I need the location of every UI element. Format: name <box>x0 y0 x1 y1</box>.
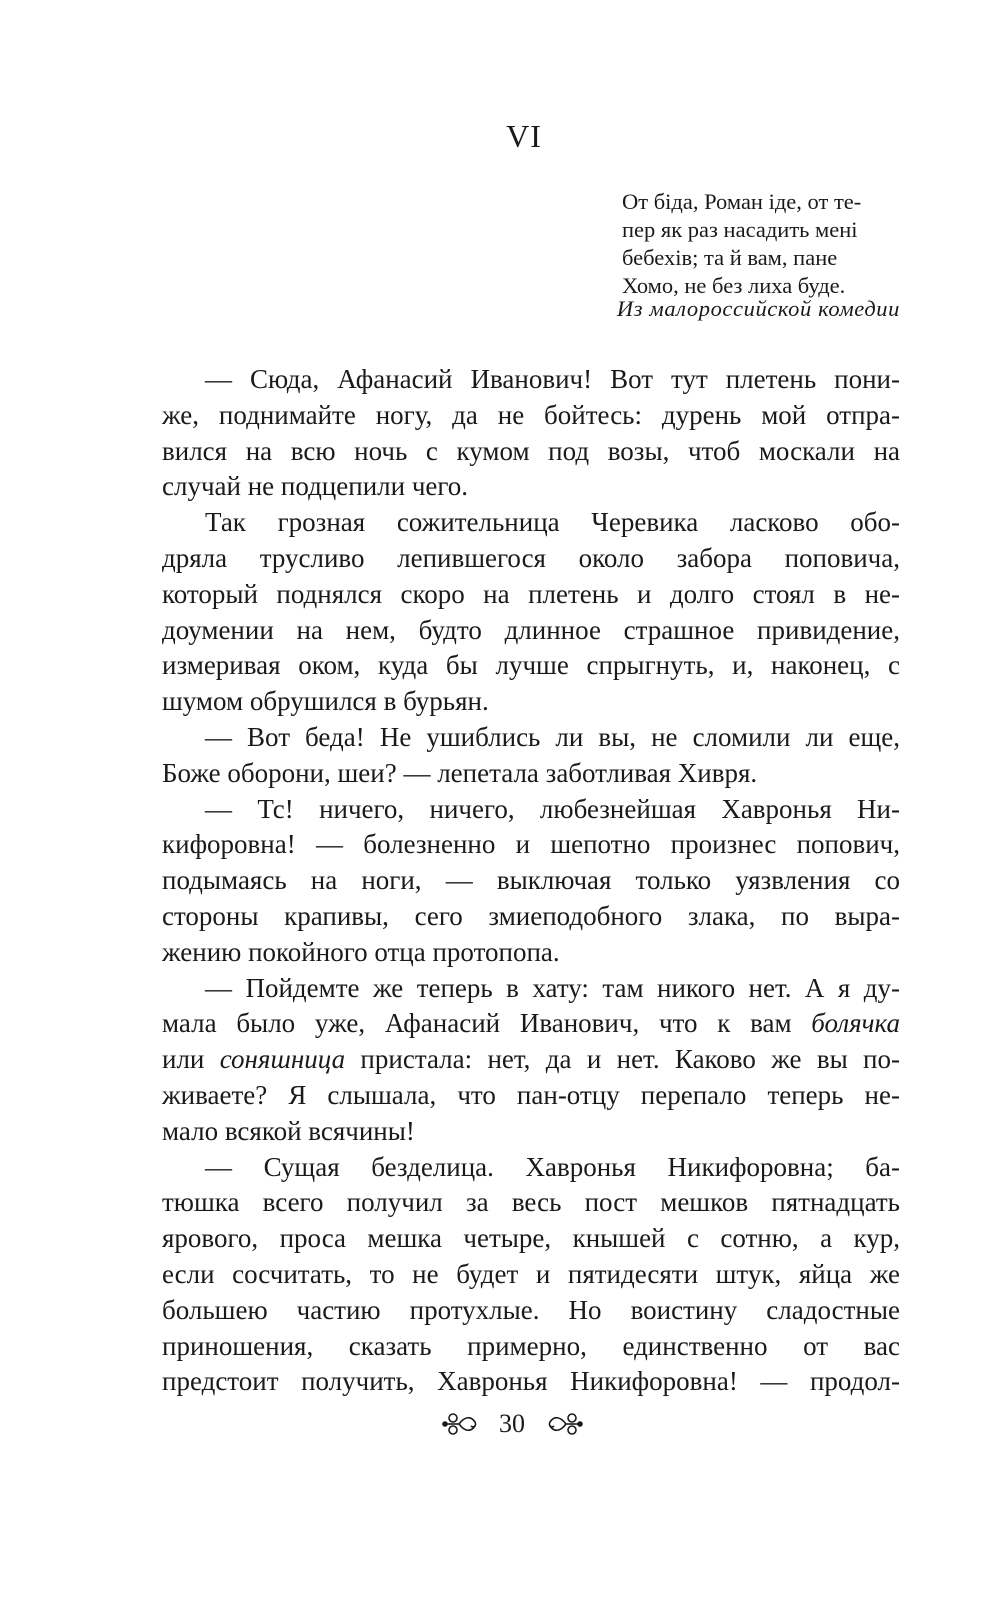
text-line: Так грозная сожительница Черевика ласково обо- <box>205 507 900 538</box>
text-line: приношения, сказать примерно, единственно от вас <box>162 1330 900 1361</box>
text-line: предстоит получить, Хавронья Никифоровна! — продол- <box>162 1366 900 1397</box>
text-line: дряла трусливо лепившегося около забора поповича, <box>162 542 900 573</box>
text-line: стороны крапивы, сего змиеподобного злака, по выра- <box>162 900 900 931</box>
italic-term: соняшница <box>219 1044 346 1075</box>
epigraph-source: Из малороссийской комедии <box>616 296 900 321</box>
text-line: — Сущая безделица. Хавронья Никифоровна; ба- <box>205 1151 900 1182</box>
text-line: большею частию протухлые. Но воистину сладостные <box>162 1294 900 1325</box>
paragraph <box>162 362 900 505</box>
epigraph <box>622 188 922 300</box>
ornament-left-icon <box>439 1410 481 1438</box>
text-line: мало всякой всячины! <box>162 1115 415 1146</box>
text-line: ярового, проса мешка четыре, кнышей с сотню, а кур, <box>162 1223 900 1254</box>
paragraph <box>162 505 900 720</box>
text-line: тюшка всего получил за весь пост мешков пятнадцать <box>162 1187 900 1218</box>
text-line: Боже оборони, шеи? — лепетала заботливая Хивря. <box>162 757 758 788</box>
text-line: если сосчитать, то не будет и пятидесяти штук, яйца же <box>162 1258 900 1289</box>
epigraph-line: От біда, Роман іде, от те- <box>622 189 862 214</box>
text-line: подымаясь на ноги, — выключая только уязвления со <box>162 865 900 896</box>
chapter-number: VI <box>506 118 542 154</box>
italic-term: болячка <box>811 1008 900 1039</box>
page-footer <box>0 1407 1000 1439</box>
epigraph-line: бебехів; та й вам, пане <box>622 245 838 270</box>
epigraph-line: Хомо, не без лиха буде. <box>622 273 846 298</box>
paragraph <box>162 971 900 1150</box>
text-line: — Вот беда! Не ушиблись ли вы, не сломили ли еще, <box>205 721 900 752</box>
text-line: мала было уже, Афанасий Иванович, что к вам болячка <box>162 1008 900 1039</box>
text-line: доумении на нем, будто длинное страшное привидение, <box>162 614 900 645</box>
body-text <box>162 362 900 1400</box>
paragraph <box>162 720 900 792</box>
ornament-right-icon <box>544 1410 586 1438</box>
paragraph <box>162 792 900 971</box>
text-line: вился на всю ночь с кумом под возы, чтоб москали на <box>162 435 900 466</box>
text-line: кифоровна! — болезненно и шепотно произнес попович, <box>162 829 900 860</box>
epigraph-line: пер як раз насадить мені <box>622 217 858 242</box>
text-line: или соняшница пристала: нет, да и нет. Каково же вы по- <box>162 1044 900 1075</box>
text-line: который поднялся скоро на плетень и долго стоял в не- <box>162 578 900 609</box>
text-line: шумом обрушился в бурьян. <box>162 686 489 717</box>
text-line: — Тс! ничего, ничего, любезнейшая Хавронья Ни- <box>205 793 900 824</box>
page-number: 30 <box>499 1409 525 1439</box>
text-line: — Сюда, Афанасий Иванович! Вот тут плетень пони- <box>205 364 900 394</box>
paragraph <box>162 1150 900 1401</box>
text-line: измеривая оком, куда бы лучше спрыгнуть, и, наконец, с <box>162 650 900 681</box>
text-line: — Пойдемте же теперь в хату: там никого нет. А я ду- <box>205 972 900 1003</box>
text-line: жению покойного отца протопопа. <box>162 936 560 967</box>
text-line: случай не подцепили чего. <box>162 471 469 502</box>
text-line: же, поднимайте ногу, да не бойтесь: дурень мой отпра- <box>162 399 900 430</box>
text-line: живаете? Я слышала, что пан-отцу перепало теперь не- <box>162 1079 900 1110</box>
